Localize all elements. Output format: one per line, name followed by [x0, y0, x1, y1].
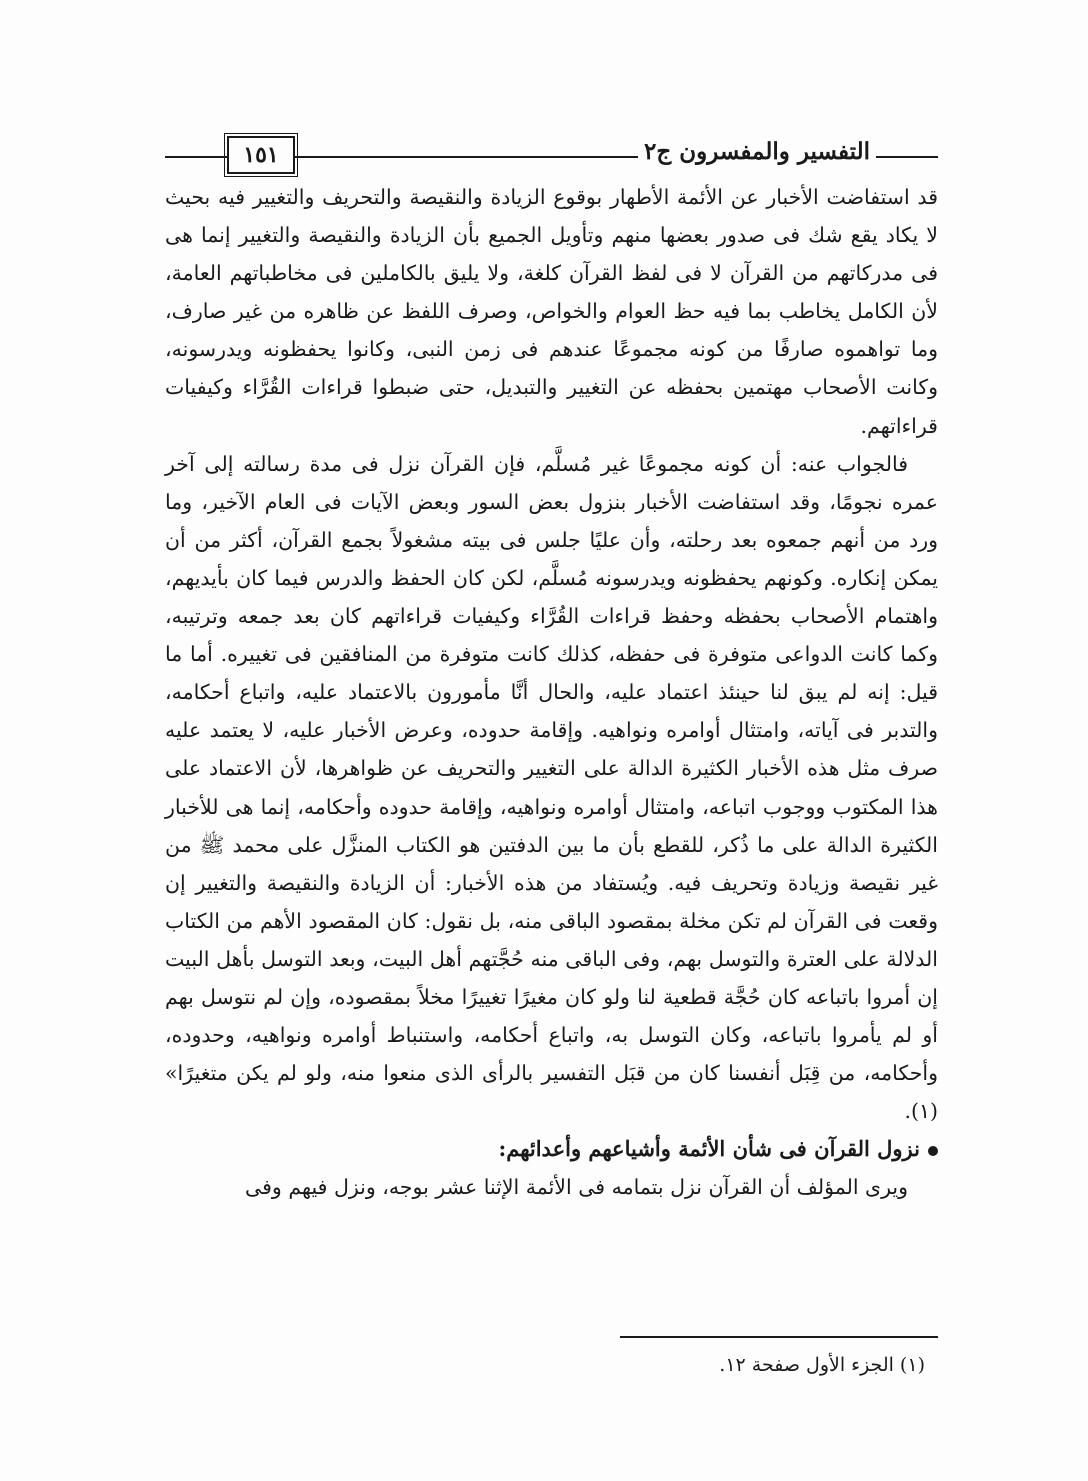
paragraph-3: ويرى المؤلف أن القرآن نزل بتمامه فى الأئمة الإثنا عشر بوجه، ونزل فيهم وفى	[245, 1175, 908, 1200]
page-header	[165, 136, 938, 176]
paragraph-2: فالجواب عنه: أن كونه مجموعًا غير مُسلَّم، فإن القرآن نزل فى مدة رسالته إلى آخر عمره نجومًا، وقد استفاضت الأخبار بنزول بعض السور وبعض الآيات فى العام الآخير، وما ورد من أنهم جمعوه بعد رحلته، وأن عليًا جلس فى بيته مشغولاً بجمع القرآن، أكثر من أن يمكن إنكاره. وكونهم يحفظونه ويدرسونه مُسلَّم، لكن كان الحفظ والدرس فيما كان بأيديهم، واهتمام الأصحاب بحفظه وحفظ قراءات القُرَّاء وكيفيات قراءاتهم كان بعد جمعه وترتيبه، وكما كانت الدواعى متوفرة فى حفظه، كذلك كانت متوفرة من المنافقين فى تغييره. أما ما قيل: إنه لم يبق لنا حينئذ اعتماد عليه، والحال أنَّا مأمورون بالاعتماد عليه، واتباع أحكامه، والتدبر فى آياته، وامتثال أوامره ونواهيه. وإقامة حدوده، وعرض الأخبار عليه، لا يعتمد عليه صرف مثل هذه الأخبار الكثيرة الدالة على التغيير والتحريف عن ظواهرها، لأن الاعتماد على هذا المكتوب ووجوب اتباعه، وامتثال أوامره ونواهيه، وإقامة حدوده وأحكامه، إنما هى للأخبار الكثيرة الدالة على ما ذُكر، للقطع بأن ما بين الدفتين هو الكتاب المنزَّل على محمد ﷺ من غير نقيصة وزيادة وتحريف فيه. ويُستفاد من هذه الأخبار: أن الزيادة والنقيصة والتغيير إن وقعت فى القرآن لم تكن مخلة بمقصود الباقى منه، بل نقول: كان المقصود الأهم من الكتاب الدلالة على العترة والتوسل بهم، وفى الباقى منه حُجَّتهم أهل البيت، وبعد التوسل بأهل البيت إن أمروا باتباعه كان حُجَّة قطعية لنا ولو كان مغيرًا تغييرًا مخلاً بمقصوده، وإن لم نتوسل بهم أو لم يأمروا باتباعه، وكان التوسل به، واتباع أحكامه، واستنباط أوامره ونواهيه، وحدوده، وأحكامه، من قِبَل أنفسنا كان من قبَل التفسير بالرأى الذى منعوا منه، ولو لم يكن متغيرًا» (١).	[165, 451, 938, 1124]
running-title: التفسير والمفسرون ج٢	[638, 138, 876, 165]
page-number: ١٥١	[227, 136, 295, 174]
bullet-icon	[928, 1146, 938, 1156]
body-text	[165, 178, 938, 1207]
paragraph-1: قد استفاضت الأخبار عن الأئمة الأطهار بوقوع الزيادة والنقيصة والتحريف والتغيير فيه بحيث لا يكاد يقع شك فى صدور بعضها منهم وتأويل الجميع بأن الزيادة والنقيصة والتغيير إنما هى فى مدركاتهم من القرآن لا فى لفظ القرآن كلغة، ولا يليق بالكاملين فى مخاطباتهم العامة، لأن الكامل يخاطب بما فيه حظ العوام والخواص، وصرف اللفظ عن ظاهره من غير صارف، وما تواهموه صارفًا من كونه مجموعًا عندهم فى زمن النبى، وكانوا يحفظونه ويدرسونه، وكانت الأصحاب مهتمين بحفظه عن التغيير والتبديل، حتى ضبطوا قراءات القُرَّاء وكيفيات قراءاتهم.	[165, 185, 938, 438]
section-heading	[165, 1130, 938, 1168]
footnote: (١) الجزء الأول صفحة ١٢.	[719, 1354, 925, 1376]
section-heading-text: نزول القرآن فى شأن الأئمة وأشياعهم وأعدائهم:	[498, 1136, 920, 1162]
footnote-rule	[620, 1336, 938, 1338]
